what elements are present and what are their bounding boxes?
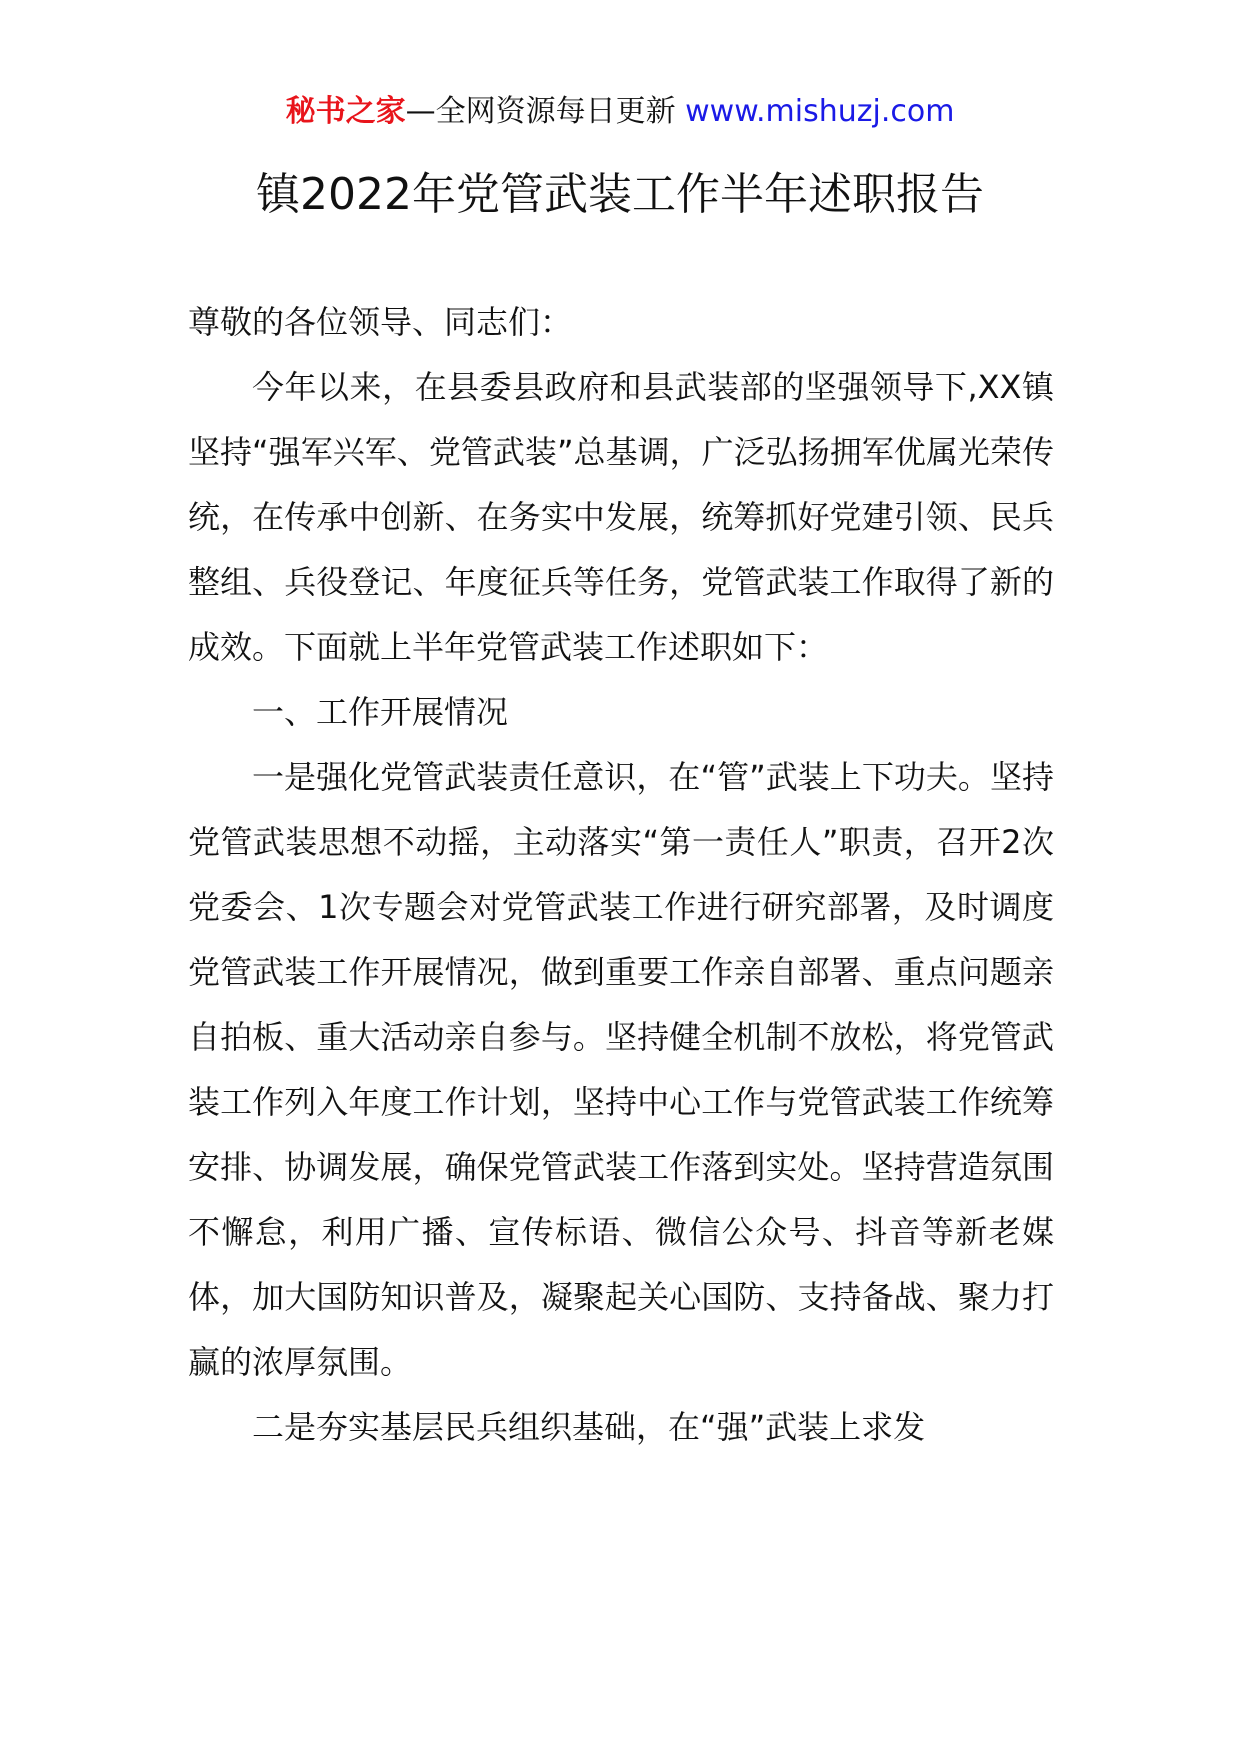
section-heading: 一、工作开展情况 [252,693,509,731]
site-slogan: —全网资源每日更新 [405,94,686,129]
point-one-paragraph: 一是强化党管武装责任意识，在“管”武装上下功夫。坚持党管武装思想不动摇，主动落实“第一责任人”职责，召开2次党委会、1次专题会对党管武装工作进行研究部署，及时调度党管武装工作开展情况，做到重要工作亲自部署、重点问题亲自拍板、重大活动亲自参与。坚持健全机制不放松，将党管武装工作列入年度工作计划，坚持中心工作与党管武装工作统筹安排、协调发展，确保党管武装工作落到实处。坚持营造氛围不懈怠，利用广播、宣传标语、微信公众号、抖音等新老媒体，加大国防知识普及，凝聚起关心国防、支持备战、聚力打赢的浓厚氛围。 [188,758,1054,1381]
document-title: 镇2022年党管武装工作半年述职报告 [256,169,984,220]
intro-paragraph: 今年以来，在县委县政府和县武装部的坚强领导下,XX镇坚持“强军兴军、党管武装”总基调，广泛弘扬拥军优属光荣传统，在传承中创新、在务实中发展，统筹抓好党建引领、民兵整组、兵役登记、年度征兵等任务，党管武装工作取得了新的成效。下面就上半年党管武装工作述职如下： [188,368,1054,666]
site-url-link[interactable]: www.mishuzj.com [685,94,955,129]
point-two-paragraph: 二是夯实基层民兵组织基础，在“强”武装上求发 [252,1408,926,1446]
site-brand: 秘书之家 [285,94,406,129]
site-header [0,92,1240,132]
document-body [188,290,1054,1460]
salutation: 尊敬的各位领导、同志们： [188,303,573,341]
